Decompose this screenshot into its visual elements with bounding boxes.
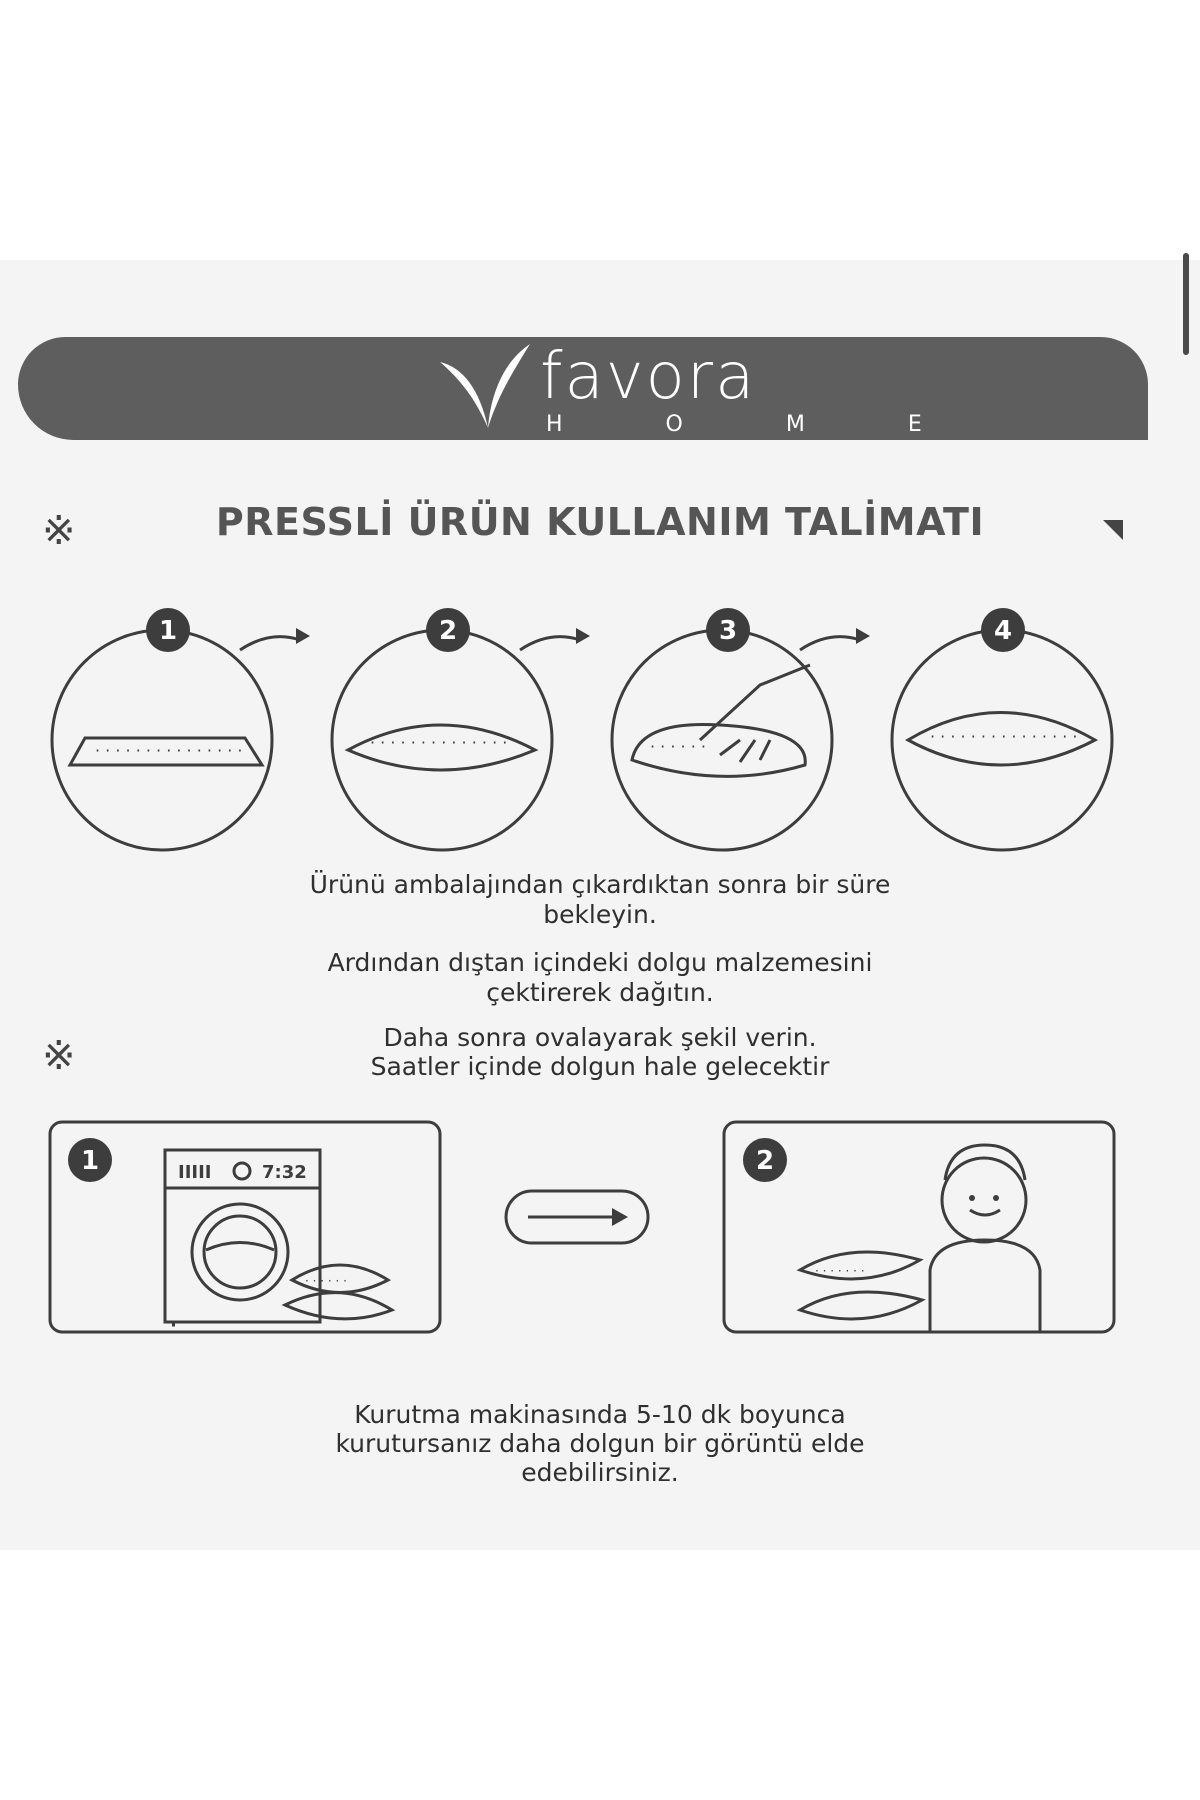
reference-mark-icon: ※: [42, 1033, 76, 1079]
arrow-connector: [240, 637, 300, 650]
brand-name: favora: [540, 340, 757, 414]
arrow-connector: [800, 637, 860, 650]
step-number: 4: [993, 616, 1013, 646]
stitching: [95, 727, 1078, 760]
step-number: 2: [438, 616, 458, 646]
dry-text-line: Kurutma makinasında 5-10 dk boyunca: [354, 1400, 846, 1429]
reference-mark-icon: ※: [42, 508, 76, 554]
svg-text:· · · · · · · · · · · · · · ·: · · · · · · · · · · · · · · ·: [930, 727, 1078, 746]
washer-indicator: IIIII: [178, 1162, 212, 1183]
brand-subtitle: H O M E: [546, 412, 970, 437]
dry-step-number: 1: [80, 1146, 100, 1176]
svg-text:· · · · · · · · · · · · · ·: · · · · · · · · · · · · · ·: [370, 733, 508, 752]
hand-icon: [700, 665, 810, 762]
step-number: 3: [718, 616, 738, 646]
pillow-icon: [285, 1293, 392, 1319]
arrow-head-icon: [296, 628, 310, 644]
instruction-line: Ürünü ambalajından çıkardıktan sonra bir süre: [309, 870, 891, 899]
washer-timer: 7:32: [262, 1162, 307, 1183]
triangle-icon: [1103, 520, 1123, 540]
arrow-right-icon: [612, 1208, 628, 1226]
page-title: PRESSLİ ÜRÜN KULLANIM TALİMATI: [215, 500, 985, 544]
arrow-head-icon: [576, 628, 590, 644]
instruction-line: çektirerek dağıtın.: [486, 978, 714, 1007]
pillow-icon: [800, 1292, 922, 1319]
instruction-line: Saatler içinde dolgun hale gelecektir: [370, 1052, 830, 1081]
instruction-line: Daha sonra ovalayarak şekil verin.: [383, 1023, 817, 1052]
steps-illustration: [0, 590, 1200, 870]
arrow-connector: [520, 637, 580, 650]
instruction-line: bekleyin.: [543, 900, 657, 929]
svg-text:· · · · · · · · · · · · · · ·: · · · · · · · · · · · · · · ·: [95, 741, 243, 760]
person-hair-icon: [945, 1145, 1025, 1180]
dry-text-line: edebilirsiniz.: [521, 1458, 679, 1487]
person-head-icon: [942, 1158, 1026, 1242]
scrollbar[interactable]: [1183, 253, 1189, 355]
instruction-line: Ardından dıştan içindeki dolgu malzemesini: [327, 948, 873, 977]
person-body-icon: [930, 1240, 1040, 1332]
svg-text:· · · · · · ·: · · · · · · ·: [815, 1264, 865, 1278]
step-number: 1: [158, 616, 178, 646]
dry-text-line: kurutursanız daha dolgun bir görüntü elde: [335, 1429, 865, 1458]
svg-text:· · · · · ·: · · · · · ·: [650, 737, 706, 756]
leaf-logo-icon: [436, 340, 532, 430]
drying-illustration: [0, 1100, 1200, 1360]
svg-text:· · · · · ·: · · · · · ·: [305, 1274, 347, 1288]
step-number-badges: [146, 608, 1025, 652]
arrow-head-icon: [856, 628, 870, 644]
dry-step-number: 2: [755, 1146, 775, 1176]
